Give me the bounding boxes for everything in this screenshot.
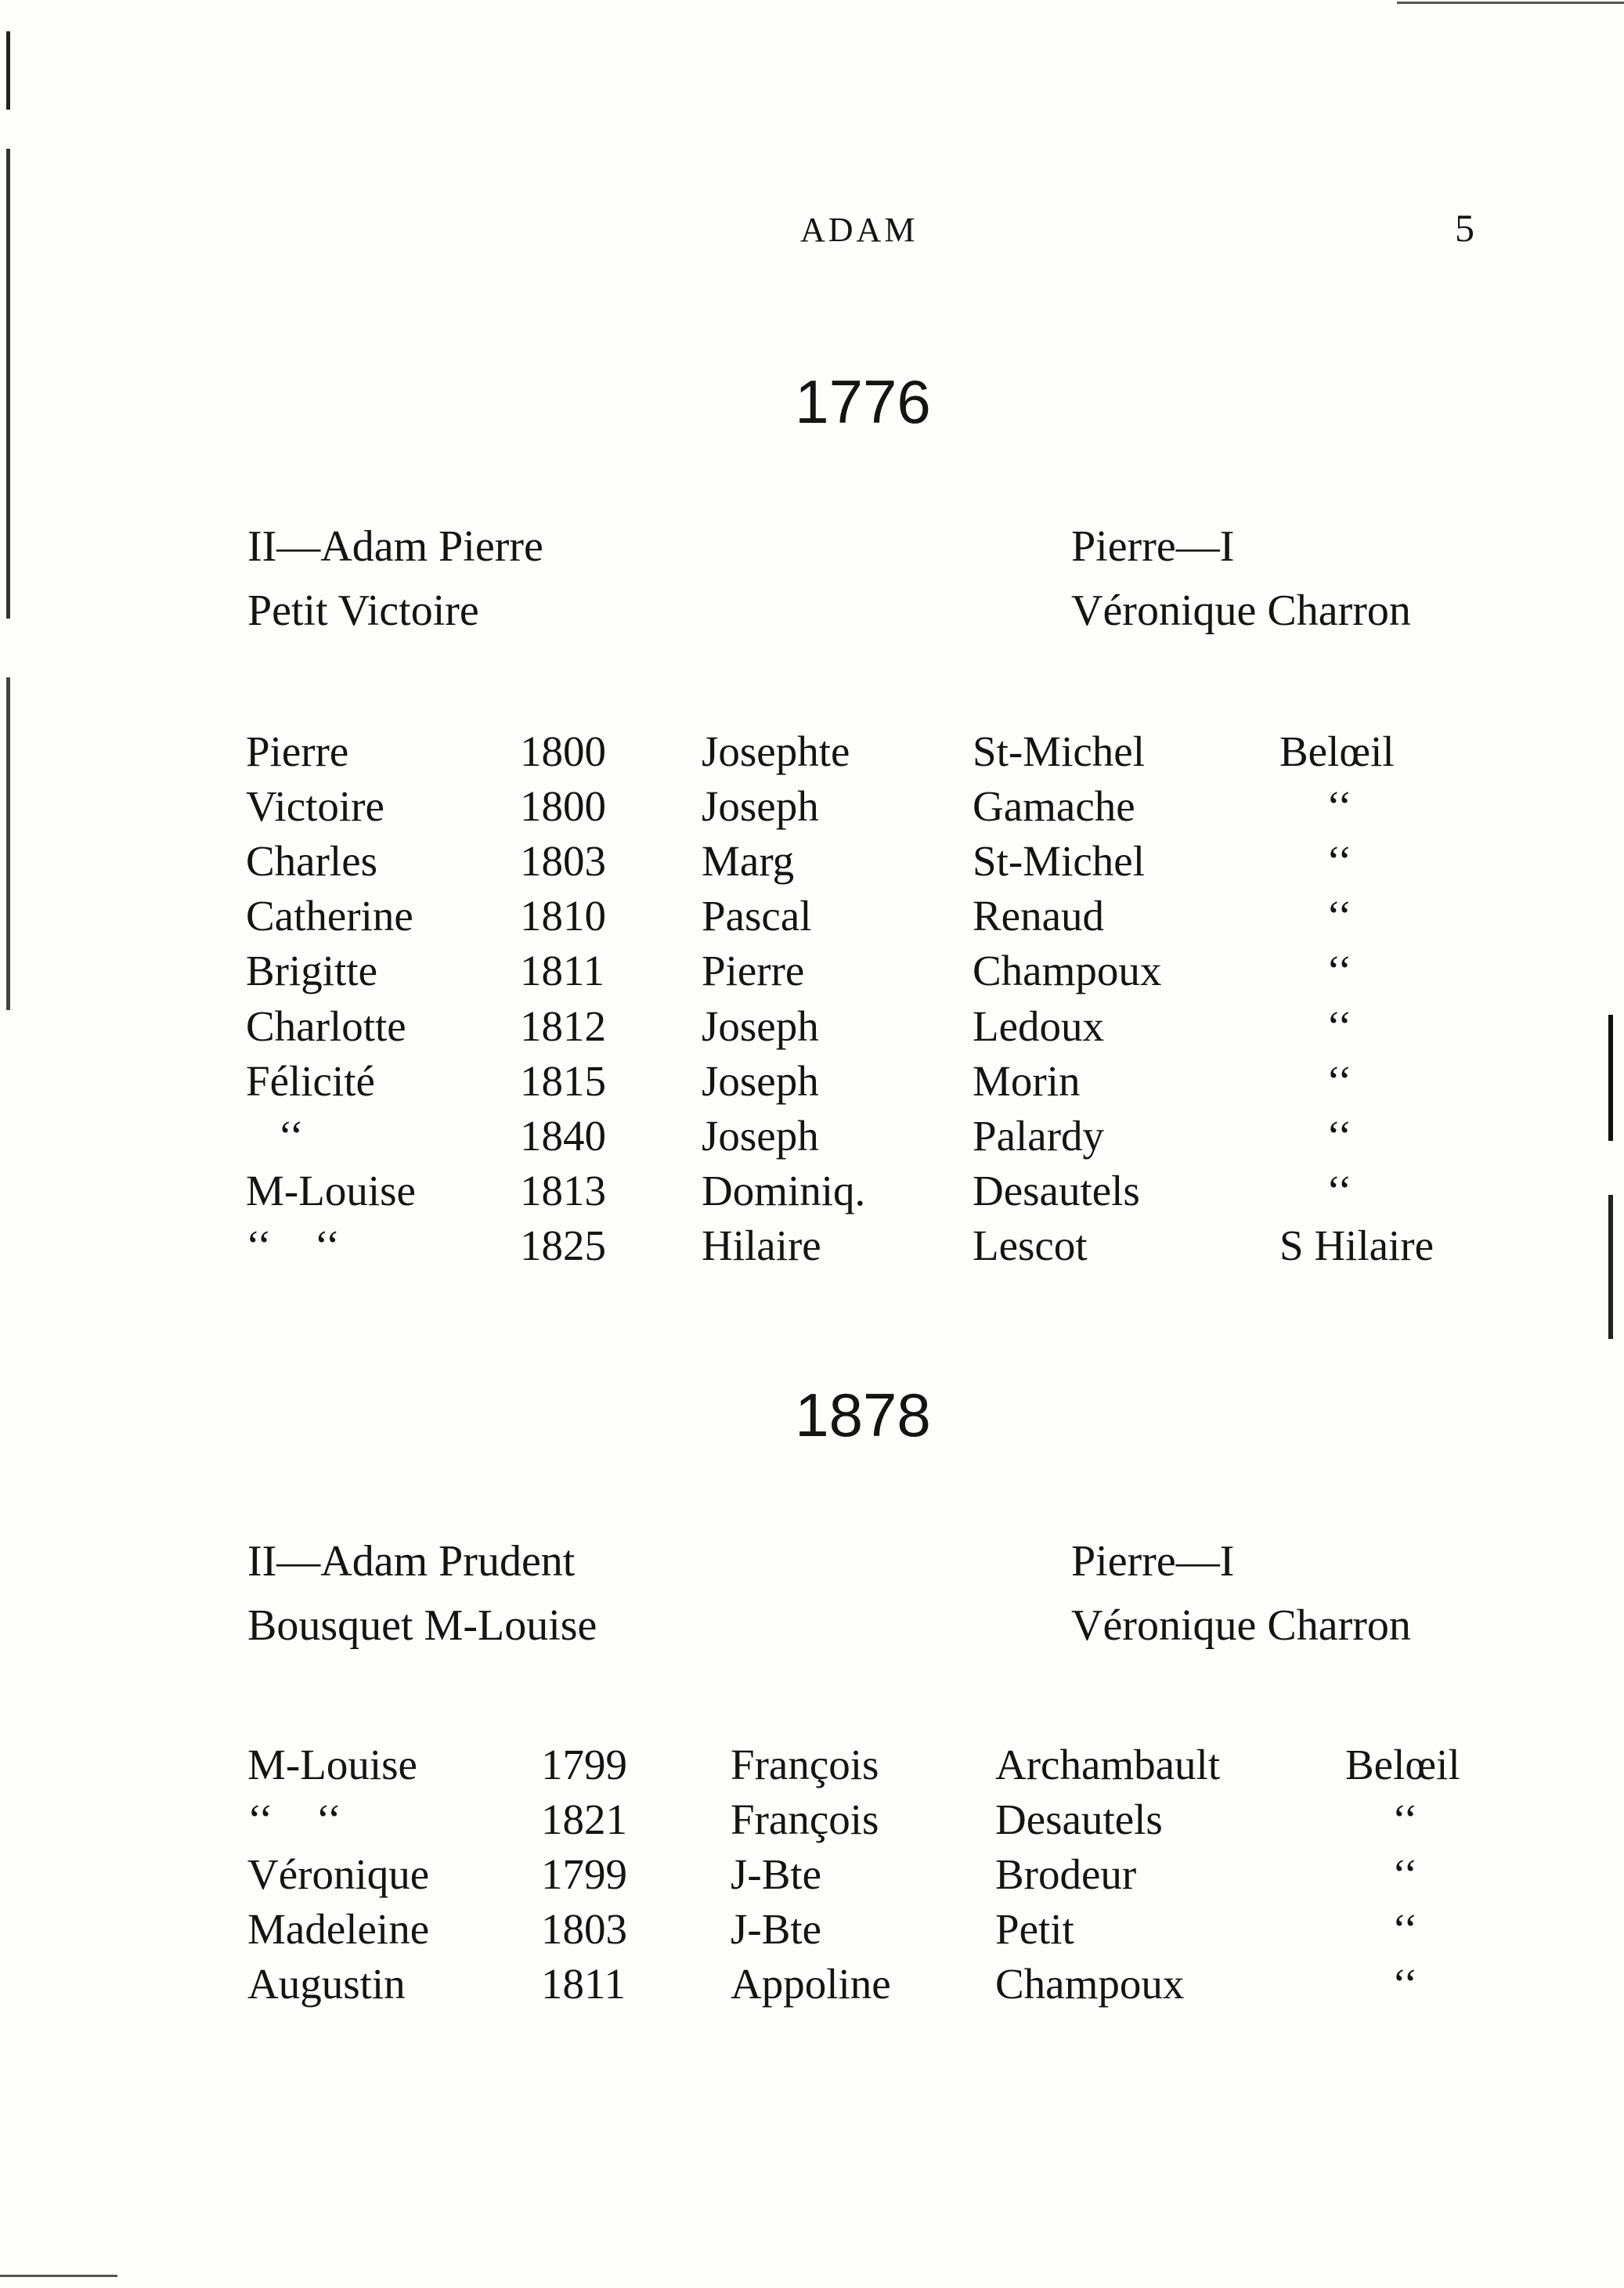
table-row (246, 889, 1434, 944)
children-table (246, 724, 1434, 1273)
spouse-surname: Morin (973, 1056, 1081, 1105)
parish: ‘‘ (1326, 892, 1352, 940)
spouse-surname: Renaud (973, 892, 1105, 940)
parish: ‘‘ (1392, 1795, 1418, 1843)
birth-year: 1811 (541, 1960, 626, 2008)
child-name: Madeleine (247, 1905, 430, 1954)
table-row (247, 1957, 1460, 2012)
birth-year: 1803 (520, 836, 606, 885)
parish: Belœil (1279, 727, 1395, 775)
spouse-surname: Brodeur (995, 1850, 1137, 1898)
birth-year: 1812 (520, 1001, 606, 1050)
birth-year: 1810 (520, 892, 606, 940)
spouse-first-name: Pascal (702, 892, 812, 940)
spouse-first-name: Marg (702, 836, 795, 885)
husband-name: II—Adam Pierre (247, 522, 543, 571)
spouse-surname: Desautels (995, 1795, 1163, 1843)
spouse-first-name: Joseph (702, 1111, 819, 1160)
husband-parent: Pierre—I (1071, 522, 1235, 571)
section-year: 1776 (795, 367, 931, 436)
table-row (246, 1108, 1434, 1163)
parish: ‘‘ (1326, 947, 1352, 995)
table-row (246, 1053, 1434, 1108)
spouse-surname: Champoux (995, 1960, 1185, 2008)
wife-parent: Véronique Charron (1071, 586, 1411, 635)
birth-year: 1813 (520, 1167, 606, 1215)
birth-year: 1840 (520, 1111, 606, 1160)
wife-name: Petit Victoire (247, 586, 479, 635)
husband-name: II—Adam Prudent (247, 1537, 576, 1586)
birth-year: 1800 (520, 727, 606, 775)
table-row (246, 833, 1434, 888)
child-name: Charles (246, 836, 378, 885)
birth-year: 1815 (520, 1056, 606, 1105)
spouse-first-name: J-Bte (731, 1850, 822, 1898)
husband-parent: Pierre—I (1071, 1537, 1235, 1586)
parish: ‘‘ (1392, 1850, 1418, 1898)
parish: ‘‘ (1326, 1056, 1352, 1105)
spouse-first-name: Joseph (702, 781, 819, 830)
spouse-surname: Palardy (973, 1111, 1105, 1160)
child-name: M-Louise (246, 1167, 416, 1215)
birth-year: 1803 (541, 1905, 627, 1954)
spouse-first-name: François (731, 1795, 879, 1843)
parish: ‘‘ (1392, 1905, 1418, 1954)
birth-year: 1799 (541, 1850, 627, 1898)
table-row (246, 998, 1434, 1053)
parish: ‘‘ (1326, 1111, 1352, 1160)
child-name: Pierre (246, 727, 349, 775)
page-number: 5 (1455, 206, 1474, 250)
spouse-surname: St-Michel (973, 836, 1145, 885)
wife-name: Bousquet M-Louise (247, 1601, 597, 1650)
child-name: Véronique (247, 1850, 430, 1898)
table-row (246, 1218, 1434, 1273)
child-name: Victoire (246, 781, 384, 830)
child-name: Catherine (246, 892, 413, 940)
spouse-surname: Gamache (973, 781, 1135, 830)
page-edge-rule-bottom (0, 2275, 117, 2277)
children-table-body (246, 724, 1434, 1273)
table-row (247, 1737, 1460, 1792)
child-name: Augustin (247, 1960, 406, 2008)
parish: Belœil (1345, 1740, 1460, 1788)
running-head: ADAM (800, 211, 918, 249)
parish: ‘‘ (1326, 781, 1352, 830)
child-name: Brigitte (246, 947, 378, 995)
spouse-surname: Petit (995, 1905, 1074, 1954)
birth-year: 1811 (520, 947, 604, 995)
table-row (247, 1792, 1460, 1846)
section-year: 1878 (795, 1380, 931, 1449)
page-edge-shadow-right (1608, 979, 1613, 1339)
spouse-first-name: Hilaire (702, 1222, 821, 1270)
spouse-first-name: Joseph (702, 1056, 819, 1105)
child-name: ‘‘ ‘‘ (247, 1795, 342, 1843)
spouse-first-name: Appoline (731, 1960, 891, 2008)
birth-year: 1799 (541, 1740, 627, 1788)
spouse-surname: Ledoux (973, 1001, 1105, 1050)
page-edge-rule-top (1397, 2, 1624, 4)
child-name: M-Louise (247, 1740, 417, 1788)
spouse-first-name: François (731, 1740, 879, 1788)
spouse-first-name: Pierre (702, 947, 805, 995)
spouse-first-name: Josephte (702, 727, 850, 775)
birth-year: 1825 (520, 1222, 606, 1270)
table-row (246, 724, 1434, 778)
parish: ‘‘ (1326, 836, 1352, 885)
spouse-first-name: J-Bte (731, 1905, 822, 1954)
parish: S Hilaire (1279, 1222, 1435, 1270)
children-table-body (247, 1737, 1460, 2012)
table-row (246, 778, 1434, 833)
table-row (247, 1846, 1460, 1901)
page-edge-shadow-left (6, 31, 10, 1010)
child-name: Charlotte (246, 1001, 406, 1050)
parish: ‘‘ (1326, 1167, 1352, 1215)
table-row (246, 944, 1434, 998)
birth-year: 1821 (541, 1795, 627, 1843)
spouse-surname: Lescot (973, 1222, 1088, 1270)
spouse-surname: Archambault (995, 1740, 1221, 1788)
child-name: ‘‘ (246, 1111, 304, 1160)
spouse-surname: Desautels (973, 1167, 1140, 1215)
child-name: ‘‘ ‘‘ (246, 1222, 341, 1270)
birth-year: 1800 (520, 781, 606, 830)
spouse-surname: Champoux (973, 947, 1162, 995)
parish: ‘‘ (1392, 1960, 1418, 2008)
wife-parent: Véronique Charron (1071, 1601, 1411, 1650)
table-row (247, 1902, 1460, 1957)
children-table (247, 1737, 1460, 2012)
table-row (246, 1164, 1434, 1218)
child-name: Félicité (246, 1056, 375, 1105)
parish: ‘‘ (1326, 1001, 1352, 1050)
spouse-first-name: Joseph (702, 1001, 819, 1050)
spouse-first-name: Dominiq. (702, 1167, 866, 1215)
spouse-surname: St-Michel (973, 727, 1145, 775)
